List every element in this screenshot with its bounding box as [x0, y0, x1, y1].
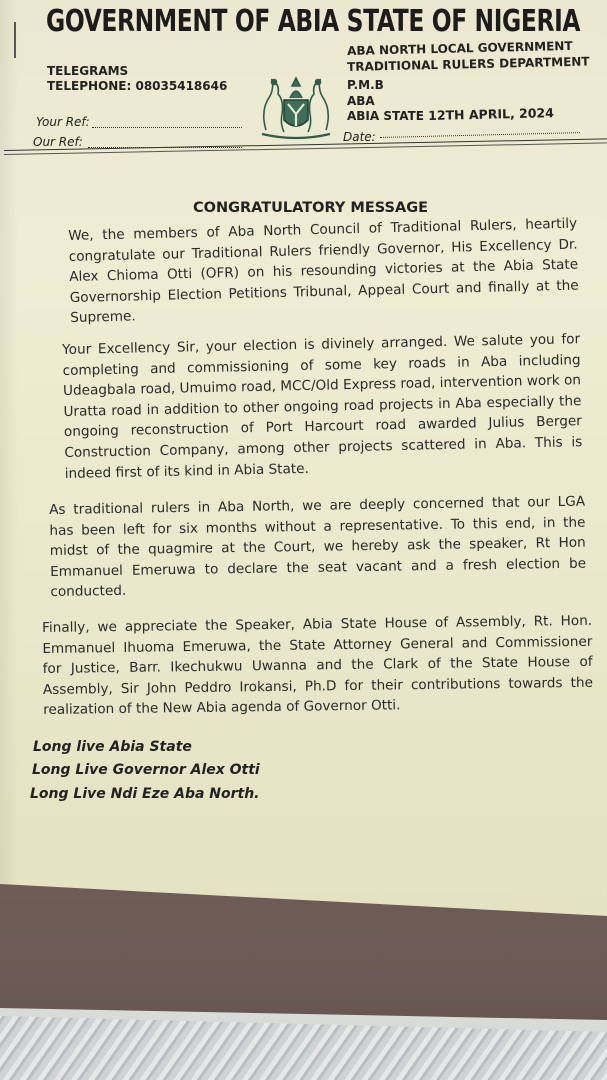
paragraph-line: indeed first of its kind in Abia State.: [64, 460, 310, 482]
paragraph-line: Udeagbala road, Umuimo road, MCC/Old Express road, intervention work on: [62, 372, 582, 400]
telephone-label: TELEPHONE: 08035418646: [47, 79, 228, 93]
paragraph-line: Supreme.: [70, 308, 136, 327]
paragraph-line: Assembly, Sir John Peddro Irokansi, Ph.D for their contributions towards the: [42, 674, 593, 698]
paragraph-line: realization of the New Abia agenda of Governor Otti.: [43, 697, 401, 719]
coat-of-arms-icon: [254, 70, 338, 142]
paragraph-line: Emmanuel Ihuoma Emeruwa, the State Attorney General and Commissioner: [42, 633, 593, 657]
paragraph-line: for Justice, Barr. Ikechukwu Uwanna and the Clark of the State House of: [42, 653, 593, 678]
closing-line-1: Long live Abia State: [33, 739, 192, 755]
paragraph-line: ongoing reconstruction of Port Harcourt road awarded Julius Berger: [63, 413, 582, 441]
office-line-2: TRADITIONAL RULERS DEPARTMENT: [347, 54, 590, 74]
paragraph-2: [62, 329, 583, 484]
paper-shadow: [0, 0, 18, 915]
paragraph-line: Finally, we appreciate the Speaker, Abia State House of Assembly, Rt. Hon.: [42, 612, 593, 636]
paragraph-3: [49, 492, 587, 603]
office-line-1: ABA NORTH LOCAL GOVERNMENT: [347, 38, 573, 58]
paragraph-line: As traditional rulers in Aba North, we are deeply concerned that our LGA: [49, 493, 586, 518]
telegrams-label: TELEGRAMS: [47, 64, 129, 78]
paragraph-line: Emmanuel Emeruwa to declare the seat vacant and a fresh election be: [50, 555, 587, 580]
office-line-4: ABA: [347, 94, 375, 108]
paragraph-line: conducted.: [50, 583, 127, 601]
our-ref-label: Our Ref:: [33, 135, 83, 149]
paragraph-line: has been left for six months without a representative. To this end, in the: [49, 514, 586, 539]
paragraph-line: Your Excellency Sir, your election is divinely arranged. We salute you for: [62, 331, 581, 358]
your-ref-line: [92, 126, 242, 128]
paragraph-line: We, the members of Aba North Council of Traditional Rulers, heartily: [68, 215, 578, 244]
closing-line-2: Long Live Governor Alex Otti: [32, 762, 260, 778]
closing-line-3: Long Live Ndi Eze Aba North.: [30, 786, 260, 802]
paragraph-4: [42, 611, 593, 721]
paragraph-line: completing and commissioning of some key roads in Aba including: [62, 351, 581, 379]
office-line-3: P.M.B: [347, 78, 384, 92]
paragraph-line: Alex Chioma Otti (OFR) on his resounding victories at the Abia State: [69, 256, 579, 286]
date-label: Date:: [343, 130, 376, 144]
letter-date: 12TH APRIL, 2024: [428, 105, 555, 123]
paragraph-line: Construction Company, among other projects scattered in Aba. This is: [64, 434, 583, 461]
letterhead-title: GOVERNMENT OF ABIA STATE OF NIGERIA: [46, 4, 581, 39]
paragraph-line: Uratta road in addition to other ongoing road projects in Aba especially the: [63, 392, 582, 420]
paragraph-line: Governorship Election Petitions Tribunal, Appeal Court and finally at the: [69, 277, 579, 306]
office-line-5: ABIA STATE: [347, 109, 424, 123]
paragraph-line: congratulate our Traditional Rulers friendly Governor, His Excellency Dr.: [68, 236, 578, 265]
paragraph-1: [68, 214, 579, 329]
margin-mark: [14, 22, 16, 58]
letter-heading: CONGRATULATORY MESSAGE: [193, 200, 429, 216]
your-ref-label: Your Ref:: [36, 115, 90, 129]
paragraph-line: midst of the quagmire at the Court, we hereby ask the speaker, Rt Hon: [49, 534, 586, 560]
